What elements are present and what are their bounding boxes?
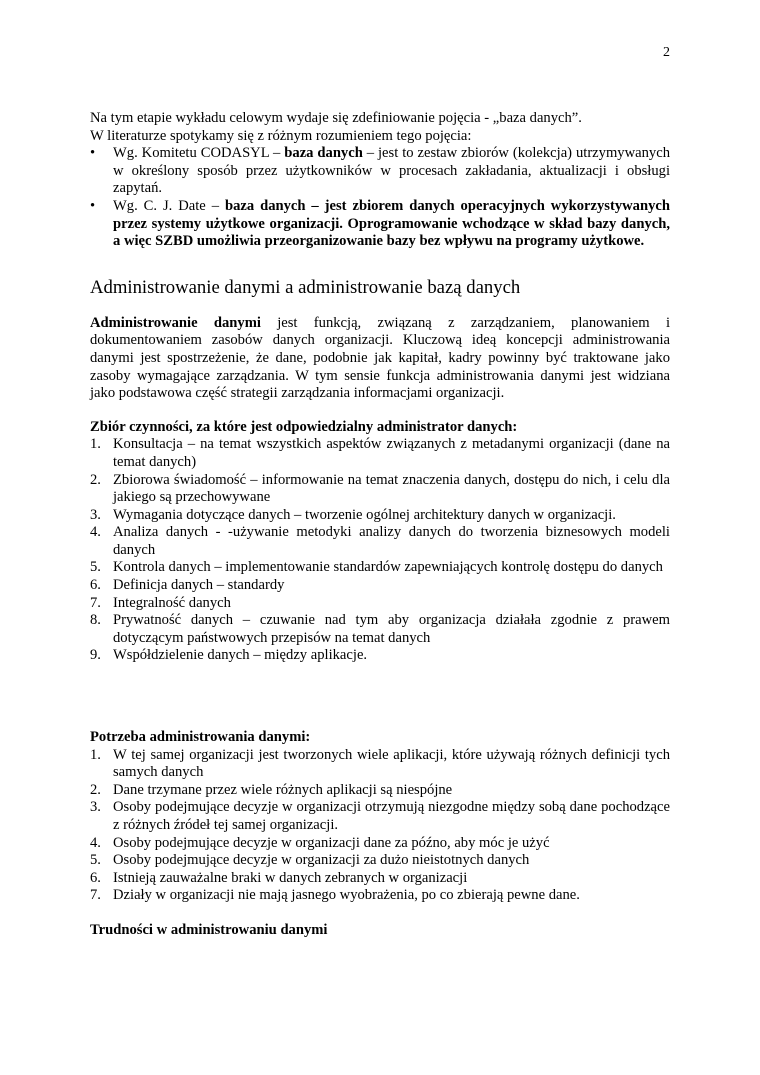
definitions-list (90, 145, 670, 251)
needs-heading: Potrzeba administrowania danymi: (90, 729, 311, 746)
list-item-text: Konsultacja – na temat wszystkich aspektów związanych z metadanymi organizacji (dane na temat danych) (113, 436, 670, 470)
document-body (90, 110, 670, 940)
definition-codasyl (90, 145, 670, 198)
list-item (90, 595, 670, 613)
section-heading: Administrowanie danymi a administrowanie bazą danych (90, 276, 521, 298)
definition-date (90, 198, 670, 251)
list-item (90, 472, 670, 507)
definition-text: – jest to zestaw zbiorów (kolekcja) utrzymywanych w określony sposób przez użytkowników w procesach zakładania, aktualizacji i obsługi zapytań. (113, 145, 670, 197)
list-item-text: Prywatność danych – czuwanie nad tym aby organizacja działała zgodnie z prawem dotyczącym państwowych przepisów na temat danych (113, 612, 670, 646)
definition-term: baza danych (284, 145, 363, 162)
list-item-text: Wymagania dotyczące danych – tworzenie ogólnej architektury danych w organizacji. (113, 506, 616, 523)
list-item-number: 6. (90, 577, 101, 594)
list-item-text: Definicja danych – standardy (113, 577, 285, 594)
list-item-text: Analiza danych - -używanie metodyki analizy danych do tworzenia biznesowych modeli danych (113, 524, 670, 558)
admin-term: Administrowanie danymi (90, 314, 261, 331)
list-item (90, 870, 670, 888)
list-item-number: 9. (90, 647, 101, 664)
list-item (90, 612, 670, 647)
list-item (90, 799, 670, 834)
difficulties-heading: Trudności w administrowaniu danymi (90, 921, 328, 938)
list-item-text: Osoby podejmujące decyzje w organizacji otrzymują niezgodne między sobą dane pochodzące z różnych źródeł tej samej organizacji. (113, 799, 670, 833)
definition-bold-text: baza danych – jest zbiorem danych operacyjnych wykorzystywanych przez systemy użytkowe organizacji. Oprogramowanie wchodzące w skład bazy danych, a więc SZBD umożliwia przeorganizowanie bazy bez wpływu na programy użytkowe. (113, 197, 670, 250)
list-item (90, 577, 670, 595)
list-item-number: 6. (90, 869, 101, 886)
list-item-number: 4. (90, 524, 101, 541)
list-item (90, 835, 670, 853)
duties-heading: Zbiór czynności, za które jest odpowiedzialny administrator danych: (90, 418, 518, 435)
definition-prefix: Wg. C. J. Date – (113, 197, 225, 214)
list-item-number: 8. (90, 612, 101, 629)
list-item-number: 7. (90, 594, 101, 611)
list-item-text: Osoby podejmujące decyzje w organizacji dane za późno, aby móc je użyć (113, 834, 550, 851)
list-item-number: 4. (90, 834, 101, 851)
list-item-text: Istnieją zauważalne braki w danych zebranych w organizacji (113, 869, 468, 886)
list-item-number: 5. (90, 559, 101, 576)
list-item-text: Zbiorowa świadomość – informowanie na temat znaczenia danych, dostępu do nich, i celu dla jakiego są przechowywane (113, 471, 670, 506)
list-item-number: 1. (90, 436, 101, 453)
list-item (90, 852, 670, 870)
list-item (90, 647, 670, 665)
list-item (90, 524, 670, 559)
list-item (90, 507, 670, 525)
list-item (90, 559, 670, 577)
intro-line-2: W literaturze spotykamy się z różnym rozumieniem tego pojęcia: (90, 127, 472, 144)
list-item-text: Współdzielenie danych – między aplikacje. (113, 647, 368, 664)
list-item-text: Działy w organizacji nie mają jasnego wyobrażenia, po co zbierają pewne dane. (113, 887, 580, 904)
needs-list (90, 747, 670, 905)
definition-prefix: Wg. Komitetu CODASYL – (113, 145, 285, 162)
list-item-number: 3. (90, 506, 101, 523)
list-item-number: 7. (90, 887, 101, 904)
list-item-text: Integralność danych (113, 594, 231, 611)
list-item (90, 782, 670, 800)
list-item-number: 2. (90, 781, 101, 798)
list-item-number: 2. (90, 471, 101, 488)
list-item-number: 3. (90, 799, 101, 816)
list-item (90, 887, 670, 905)
admin-paragraph (90, 315, 670, 403)
list-item-text: Osoby podejmujące decyzje w organizacji za dużo nieistotnych danych (113, 852, 530, 869)
list-item (90, 436, 670, 471)
list-item-text: Dane trzymane przez wiele różnych aplikacji są niespójne (113, 781, 453, 798)
list-item (90, 747, 670, 782)
list-item-number: 1. (90, 746, 101, 763)
page-number: 2 (663, 45, 670, 60)
list-item-number: 5. (90, 852, 101, 869)
intro-line-1: Na tym etapie wykładu celowym wydaje się zdefiniowanie pojęcia - „baza danych”. (90, 110, 582, 126)
list-item-text: Kontrola danych – implementowanie standardów zapewniających kontrolę dostępu do danych (113, 559, 663, 576)
list-item-text: W tej samej organizacji jest tworzonych wiele aplikacji, które używają różnych definicji tych samych danych (113, 746, 670, 781)
admin-text: jest funkcją, związaną z zarządzaniem, planowaniem i dokumentowaniem zasobów danych organizacji. Kluczową ideą koncepcji administrowania danymi jest spostrzeżenie, że dane, podobnie jak kapitał, kadry powinny być traktowane jako zasoby wymagające zarządzania. W tym sensie funkcja administrowania danymi jest widziana jako podstawowa część strategii zarządzania informacjami organizacji. (90, 314, 670, 402)
duties-list (90, 436, 670, 665)
